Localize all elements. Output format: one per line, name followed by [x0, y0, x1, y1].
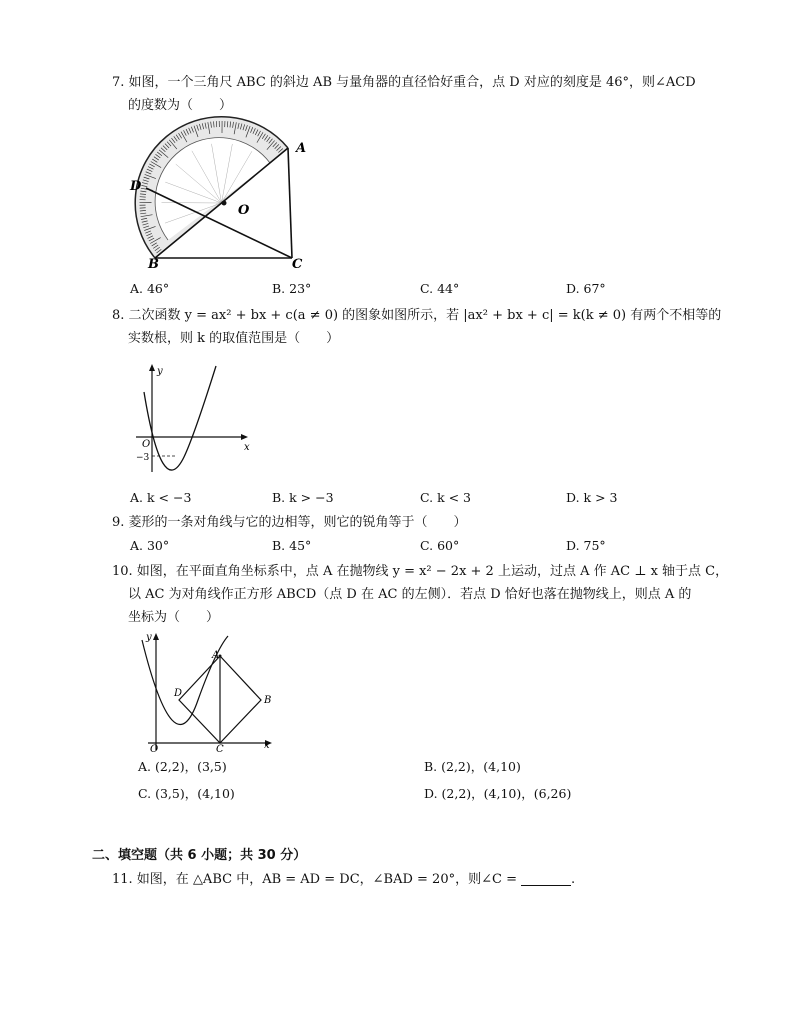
q10-label-b: B — [264, 695, 272, 706]
q8-stem-line2: 实数根，则 k 的取值范围是（ ） — [128, 331, 340, 346]
q7-label-A: A — [296, 141, 307, 156]
q10-label-y: y — [146, 632, 152, 643]
q7-protractor-figure — [120, 118, 310, 270]
q9-option-b[interactable]: B. 45° — [272, 538, 312, 553]
q7-stem-line2: 的度数为（ ） — [128, 98, 233, 113]
q8-label-y: y — [157, 366, 163, 377]
q10-option-c[interactable]: C. (3,5)，(4,10) — [138, 786, 235, 801]
q7-label-C: C — [292, 257, 303, 272]
q11-answer-blank[interactable] — [521, 871, 571, 886]
q11-stem — [112, 869, 575, 891]
q7-option-c[interactable]: C. 44° — [420, 281, 460, 296]
q7-stem-line1: 7. 如图，一个三角尺 ABC 的斜边 AB 与量角器的直径恰好重合，点 D 对应的刻度是 46°，则∠ACD — [112, 75, 696, 90]
q9-option-d[interactable]: D. 75° — [566, 538, 606, 553]
q8-label-x: x — [244, 442, 250, 453]
q7-option-a[interactable]: A. 46° — [130, 281, 170, 296]
q10-label-x: x — [264, 740, 270, 751]
q8-option-b[interactable]: B. k > −3 — [272, 490, 334, 505]
q8-parabola-figure — [132, 362, 262, 477]
q8-option-d[interactable]: D. k > 3 — [566, 490, 618, 505]
q10-label-d: D — [174, 688, 183, 699]
q8-label-minus3: −3 — [136, 453, 150, 463]
q7-option-b[interactable]: B. 23° — [272, 281, 312, 296]
q10-label-a: A — [212, 650, 220, 661]
q11-stem-text: 11. 如图，在 △ABC 中，AB = AD = DC，∠BAD = 20°，则∠C = — [112, 872, 517, 887]
q10-stem-line1: 10. 如图，在平面直角坐标系中，点 A 在抛物线 y = x² − 2x + 2 上运动，过点 A 作 AC ⊥ x 轴于点 C， — [112, 564, 729, 579]
q8-stem-line1: 8. 二次函数 y = ax² + bx + c(a ≠ 0) 的图象如图所示，若 |ax² + bx + c| = k(k ≠ 0) 有两个不相等的 — [112, 308, 722, 323]
q10-coordinate-figure — [140, 630, 280, 755]
q7-option-d[interactable]: D. 67° — [566, 281, 606, 296]
q9-option-c[interactable]: C. 60° — [420, 538, 460, 553]
q7-label-O: O — [238, 203, 250, 218]
q11-stem-tail: . — [570, 872, 576, 887]
q10-label-c: C — [216, 744, 224, 755]
q8-option-c[interactable]: C. k < 3 — [420, 490, 472, 505]
q10-stem-line2: 以 AC 为对角线作正方形 ABCD（点 D 在 AC 的左侧）．若点 D 恰好也落在抛物线上，则点 A 的 — [128, 587, 692, 602]
q10-stem-line3: 坐标为（ ） — [128, 610, 220, 625]
q10-label-o: O — [150, 744, 159, 755]
q7-label-D: D — [130, 179, 142, 194]
q9-option-a[interactable]: A. 30° — [130, 538, 170, 553]
q7-label-B: B — [148, 257, 159, 272]
q8-option-a[interactable]: A. k < −3 — [130, 490, 192, 505]
q10-option-b[interactable]: B. (2,2)，(4,10) — [424, 759, 521, 774]
section-title: 二、填空题（共 6 小题；共 30 分） — [92, 848, 307, 863]
q10-option-d[interactable]: D. (2,2)，(4,10)，(6,26) — [424, 786, 572, 801]
q9-stem-line1: 9. 菱形的一条对角线与它的边相等，则它的锐角等于（ ） — [112, 515, 467, 530]
q10-option-a[interactable]: A. (2,2)，(3,5) — [138, 759, 227, 774]
q8-label-o: O — [142, 439, 151, 450]
